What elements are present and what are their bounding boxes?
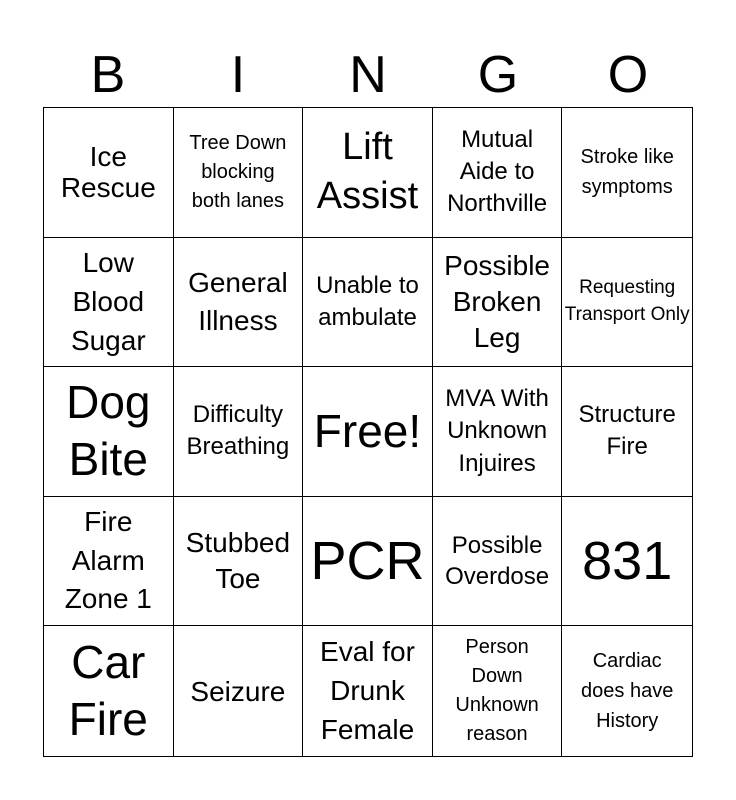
bingo-cell[interactable]	[433, 497, 563, 627]
cell-label: Free!	[313, 404, 422, 457]
bingo-cell[interactable]	[174, 108, 304, 238]
bingo-cell[interactable]	[562, 626, 692, 756]
bingo-cell[interactable]	[174, 626, 304, 756]
bingo-cell[interactable]	[433, 108, 563, 238]
cell-label: Eval for Drunk Female	[320, 636, 415, 745]
bingo-cell[interactable]	[303, 367, 433, 497]
cell-label: Car Fire	[68, 635, 148, 746]
cell-label: Lift Assist	[316, 125, 419, 218]
bingo-cell[interactable]	[174, 238, 304, 368]
cell-label: Possible Broken Leg	[444, 250, 551, 353]
header-letter-g: G	[477, 46, 519, 104]
bingo-grid	[43, 107, 693, 757]
cell-label: 831	[582, 530, 673, 591]
cell-label: Possible Overdose	[445, 531, 550, 591]
bingo-cell[interactable]	[303, 626, 433, 756]
bingo-cell[interactable]	[433, 367, 563, 497]
cell-label: PCR	[310, 530, 425, 591]
header-letter-o: O	[607, 46, 649, 104]
bingo-cell[interactable]	[44, 238, 174, 368]
cell-label: General Illness	[188, 267, 288, 336]
cell-label: Stubbed Toe	[185, 526, 291, 595]
bingo-cell[interactable]	[433, 238, 563, 368]
cell-label: Stroke like symptoms	[580, 146, 674, 199]
bingo-cell[interactable]	[174, 497, 304, 627]
cell-label: Cardiac does have History	[581, 650, 674, 733]
bingo-header	[43, 42, 693, 108]
cell-label: Mutual Aide to Northville	[447, 125, 548, 218]
bingo-cell[interactable]	[44, 108, 174, 238]
cell-label: Structure Fire	[578, 401, 676, 461]
bingo-cell[interactable]	[44, 367, 174, 497]
cell-label: Requesting Transport Only	[564, 277, 690, 325]
cell-label: Seizure	[190, 675, 286, 707]
bingo-cell[interactable]	[433, 626, 563, 756]
bingo-cell[interactable]	[562, 238, 692, 368]
header-letter-n: N	[349, 46, 387, 104]
bingo-cell[interactable]	[303, 108, 433, 238]
cell-label: Fire Alarm Zone 1	[64, 506, 152, 615]
cell-label: Person Down Unknown reason	[455, 636, 539, 746]
bingo-cell[interactable]	[562, 367, 692, 497]
cell-label: Dog Bite	[66, 375, 151, 486]
bingo-cell[interactable]	[44, 626, 174, 756]
bingo-cell[interactable]	[303, 238, 433, 368]
header-letter-i: I	[230, 46, 246, 104]
cell-label: Difficulty Breathing	[186, 401, 290, 461]
bingo-cell[interactable]	[562, 108, 692, 238]
header-letter-b: B	[90, 46, 126, 104]
cell-label: MVA With Unknown Injuires	[445, 384, 549, 477]
bingo-cell[interactable]	[303, 497, 433, 627]
bingo-cell[interactable]	[44, 497, 174, 627]
cell-label: Unable to ambulate	[316, 271, 419, 331]
cell-label: Tree Down blocking both lanes	[189, 131, 287, 212]
cell-label: Ice Rescue	[60, 140, 156, 204]
bingo-cell[interactable]	[562, 497, 692, 627]
cell-label: Low Blood Sugar	[70, 247, 146, 357]
bingo-cell[interactable]	[174, 367, 304, 497]
